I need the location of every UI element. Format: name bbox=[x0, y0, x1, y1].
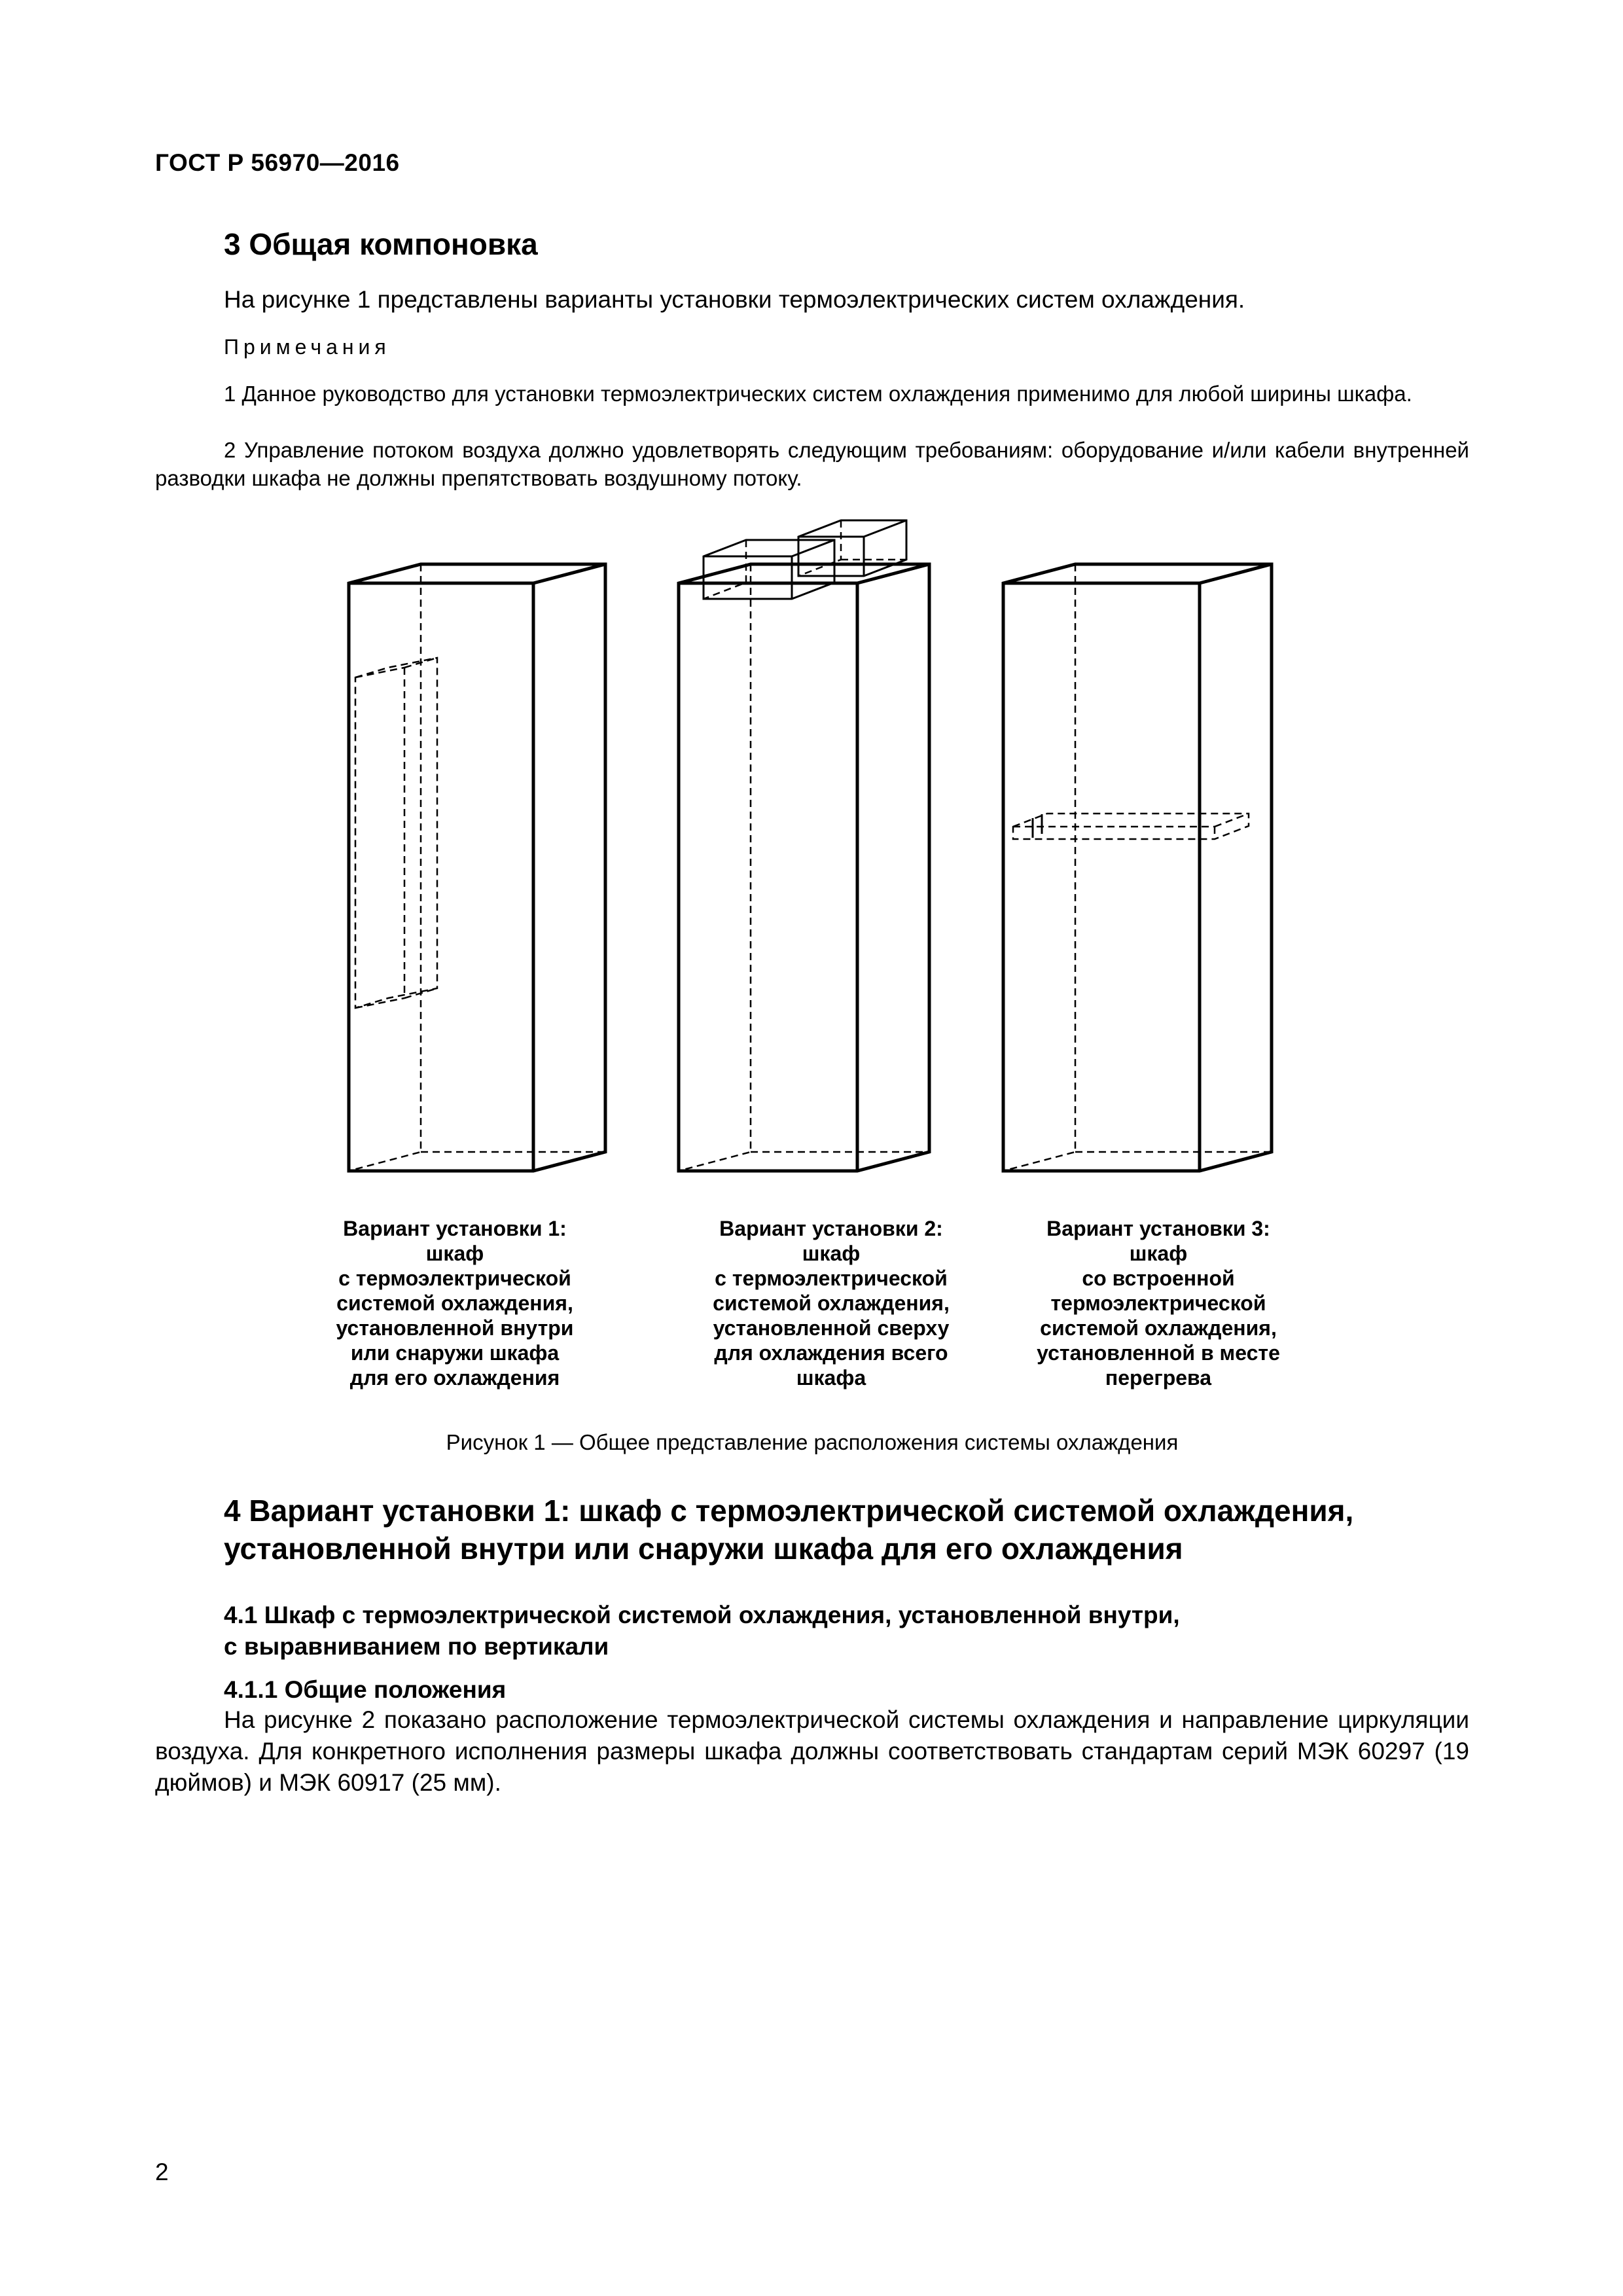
cooling-unit-inside-wall bbox=[355, 658, 437, 1008]
caption-line: установленной сверху bbox=[713, 1316, 950, 1340]
variant-2-caption bbox=[674, 1216, 988, 1390]
subsection-4-1-1-title: 4.1.1 Общие положения bbox=[224, 1676, 507, 1703]
caption-line: или снаружи шкафа bbox=[350, 1341, 560, 1365]
cabinet-variant-1 bbox=[349, 564, 605, 1171]
caption-line: системой охлаждения, bbox=[713, 1291, 950, 1315]
caption-line: шкаф bbox=[425, 1242, 484, 1265]
caption-line: термоэлектрической bbox=[1050, 1291, 1266, 1315]
caption-line: шкафа bbox=[796, 1366, 866, 1390]
caption-line: системой охлаждения, bbox=[1040, 1316, 1277, 1340]
page-number: 2 bbox=[155, 2159, 169, 2185]
cooling-unit-hotspot bbox=[1013, 814, 1249, 839]
figure-1-caption: Рисунок 1 — Общее представление расположения системы охлаждения bbox=[446, 1430, 1179, 1454]
subsection-4-1-title bbox=[224, 1600, 1180, 1662]
caption-line: установленной в месте bbox=[1037, 1341, 1280, 1365]
variant-1-caption bbox=[298, 1216, 612, 1390]
caption-line: Вариант установки 1: bbox=[343, 1217, 567, 1240]
note-1: 1 Данное руководство для установки термоэлектрических систем охлаждения применимо для любой ширины шкафа. bbox=[224, 382, 1412, 406]
subsection-4-1-line-2: с выравниванием по вертикали bbox=[224, 1633, 609, 1660]
caption-line: Вариант установки 3: bbox=[1046, 1217, 1270, 1240]
cooling-unit-top-left bbox=[704, 540, 834, 599]
cabinet-variant-2 bbox=[679, 520, 929, 1171]
caption-line: шкаф bbox=[1129, 1242, 1188, 1265]
cabinet-variant-3 bbox=[1003, 564, 1272, 1171]
section-4-paragraph: На рисунке 2 показано расположение термоэлектрической системы охлаждения и направление циркуляции воздуха. Для конкретного исполнения размеры шкафа должны соответствовать стандартам серий МЭК 60297 (19 дюймов) и МЭК 60917 (25 мм). bbox=[155, 1706, 1469, 1796]
section-4-title bbox=[224, 1492, 1353, 1568]
section-3-intro: На рисунке 1 представлены варианты установки термоэлектрических систем охлаждения. bbox=[224, 286, 1245, 313]
caption-line: с термоэлектрической bbox=[338, 1266, 571, 1290]
section-3-title: 3 Общая компоновка bbox=[224, 227, 538, 261]
caption-line: для охлаждения всего bbox=[714, 1341, 948, 1365]
variant-3-caption bbox=[1001, 1216, 1315, 1390]
caption-line: для его охлаждения bbox=[349, 1366, 560, 1390]
subsection-4-1-line-1: 4.1 Шкаф с термоэлектрической системой охлаждения, установленной внутри, bbox=[224, 1602, 1180, 1628]
caption-line: Вариант установки 2: bbox=[719, 1217, 943, 1240]
caption-line: перегрева bbox=[1105, 1366, 1212, 1390]
section-4-title-line-2: установленной внутри или снаружи шкафа для его охлаждения bbox=[224, 1532, 1183, 1566]
note-2: 2 Управление потоком воздуха должно удовлетворять следующим требованиям: оборудование и/или кабели внутренней разводки шкафа не должны препятствовать воздушному потоку. bbox=[155, 438, 1469, 490]
caption-line: системой охлаждения, bbox=[336, 1291, 573, 1315]
notes-title: Примечания bbox=[224, 335, 391, 359]
caption-line: с термоэлектрической bbox=[715, 1266, 948, 1290]
section-4-title-line-1: 4 Вариант установки 1: шкаф с термоэлектрической системой охлаждения, bbox=[224, 1494, 1354, 1528]
caption-line: со встроенной bbox=[1082, 1266, 1235, 1290]
document-header: ГОСТ Р 56970—2016 bbox=[155, 149, 400, 176]
caption-line: шкаф bbox=[802, 1242, 861, 1265]
caption-line: установленной внутри bbox=[336, 1316, 574, 1340]
